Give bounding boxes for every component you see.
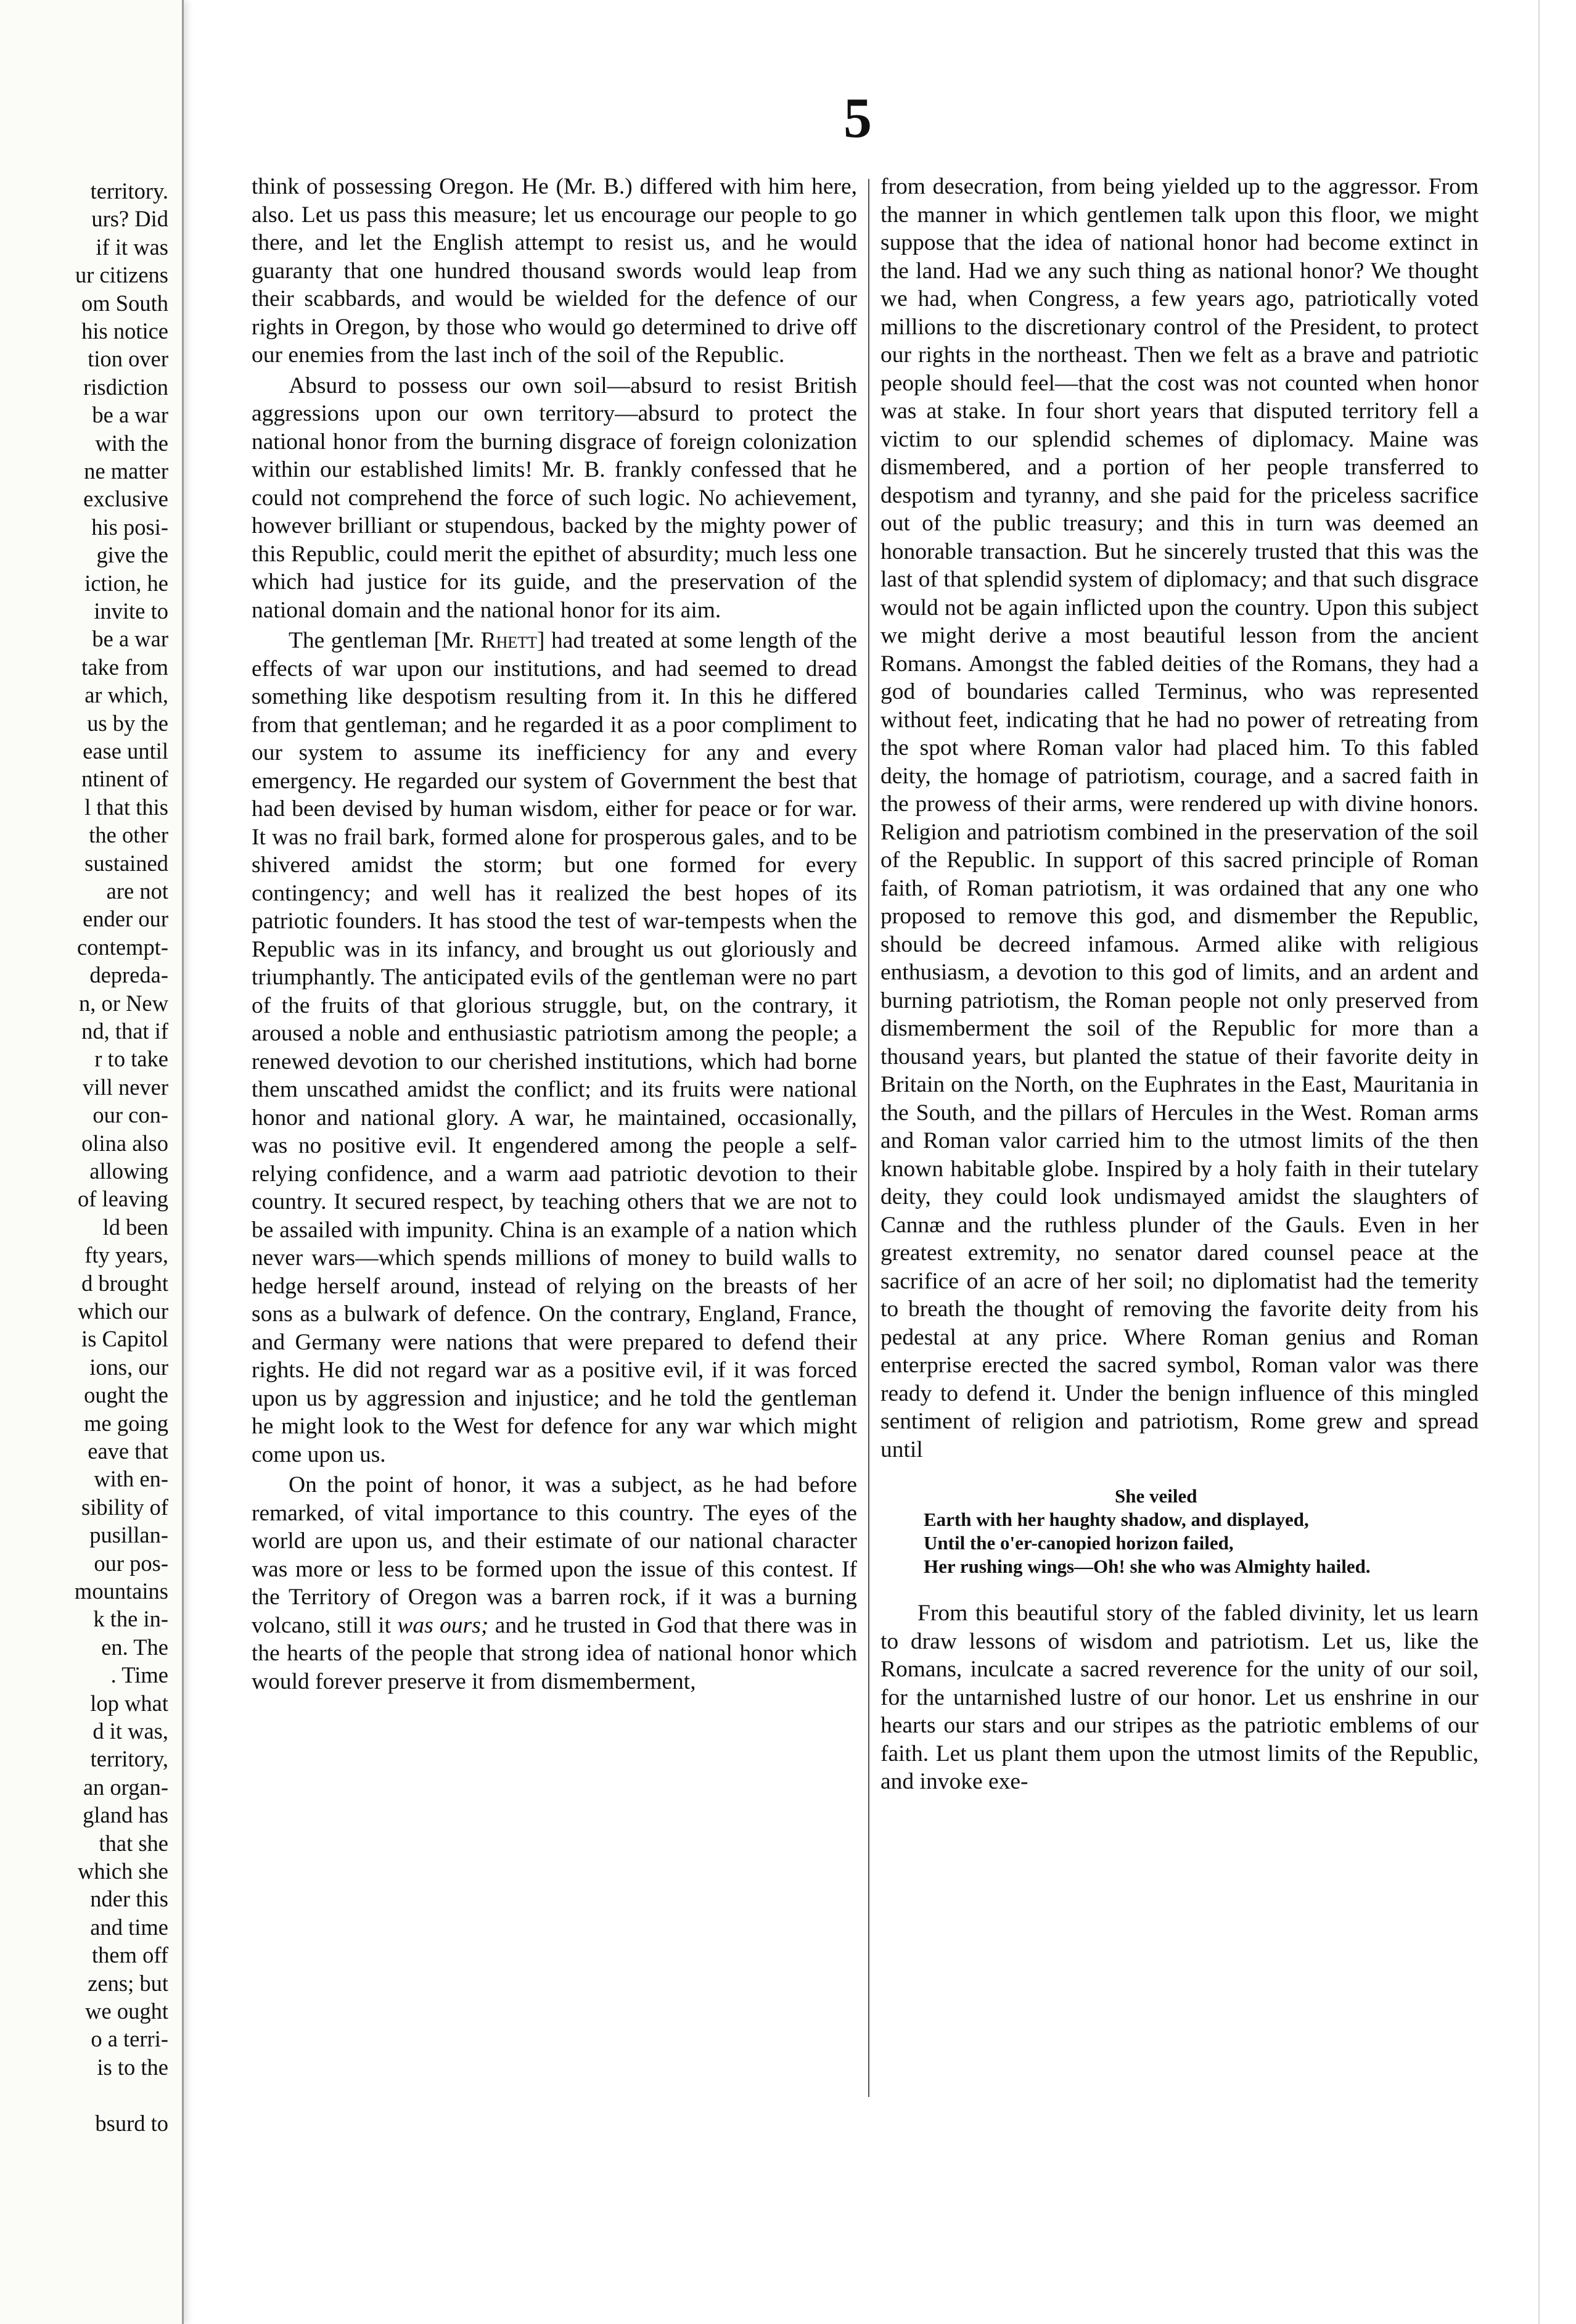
facing-page-line: we ought bbox=[85, 1998, 168, 2024]
facing-page-line: ender our bbox=[83, 906, 168, 932]
facing-page-line: lop what bbox=[90, 1690, 168, 1716]
verse-line: Until the o'er-canopied horizon failed, bbox=[924, 1532, 1234, 1554]
facing-page-line: ntinent of bbox=[81, 766, 168, 792]
text-column-right bbox=[880, 173, 1479, 1799]
facing-page-line: is Capitol bbox=[81, 1326, 168, 1352]
facing-page-line: l that this bbox=[84, 794, 168, 820]
facing-page-line: contempt- bbox=[77, 934, 168, 960]
facing-page-line: me going bbox=[84, 1410, 168, 1436]
facing-page-line: of leaving bbox=[78, 1186, 168, 1212]
facing-page-line: om South bbox=[81, 290, 168, 316]
facing-page-line: which she bbox=[78, 1858, 168, 1884]
facing-page-line: ld been bbox=[102, 1214, 168, 1240]
facing-page-line: the other bbox=[89, 822, 168, 848]
facing-page-line: eave that bbox=[88, 1438, 168, 1464]
page-right-margin bbox=[1538, 0, 1576, 2324]
facing-page-line: our pos- bbox=[94, 1550, 168, 1576]
facing-page-line: pusillan- bbox=[89, 1522, 168, 1548]
facing-page-line: ions, our bbox=[89, 1354, 168, 1380]
verse-quotation bbox=[880, 1485, 1479, 1578]
facing-page-line: with en- bbox=[94, 1466, 168, 1492]
page-number: 5 bbox=[843, 86, 872, 149]
facing-page-line: fty years, bbox=[84, 1242, 168, 1268]
paragraph: Absurd to possess our own soil—absurd to resist British aggressions upon our own territory—absurd to protect the national honor from the burning disgrace of foreign colonization within our established limits! Mr. B. frankly confessed that he could not comprehend the force of such logic. No achievement, however brilliant or stupendous, backed by the mighty power of this Republic, could merit the epithet of absurdity; much less one which had justice for its guide, and the preservation of the national domain and the national honor for its aim. bbox=[252, 373, 857, 623]
paragraph bbox=[252, 1471, 857, 1696]
facing-page-line: o a terri- bbox=[91, 2026, 168, 2052]
facing-page-line: our con- bbox=[92, 1102, 168, 1128]
facing-page-line: nd, that if bbox=[81, 1018, 168, 1044]
facing-page-line: them off bbox=[91, 1942, 168, 1968]
text-column-left bbox=[252, 173, 857, 1698]
facing-page-line: allowing bbox=[89, 1158, 168, 1184]
facing-page-line: depreda- bbox=[89, 962, 168, 988]
facing-page-line: be a war bbox=[92, 626, 168, 652]
facing-page-line: ar which, bbox=[84, 682, 168, 708]
facing-page-line: d brought bbox=[81, 1270, 168, 1296]
facing-page-line: give the bbox=[96, 542, 168, 568]
facing-page-line: be a war bbox=[92, 402, 168, 428]
column-divider bbox=[868, 179, 869, 2097]
facing-page-line: territory, bbox=[90, 1746, 168, 1772]
facing-page-line: r to take bbox=[94, 1046, 168, 1072]
verse-line: She veiled bbox=[1115, 1485, 1197, 1507]
facing-page-line: sustained bbox=[84, 850, 168, 876]
paragraph-text: On the point of honor, it was a subject, as he had before remarked, of vital importance to this country. The eyes of the world are upon us, and their estimate of our national character was more or less to be formed upon the issue of this contest. If the Territory of Oregon was a barren rock, if it was a burning volcano, still it bbox=[252, 1472, 857, 1638]
facing-page-line: olina also bbox=[81, 1130, 168, 1156]
facing-page-line: iction, he bbox=[84, 570, 168, 596]
facing-page-line: his notice bbox=[81, 318, 168, 344]
facing-page-line: vill never bbox=[83, 1074, 168, 1100]
paragraph bbox=[252, 627, 857, 1469]
facing-page-line: us by the bbox=[87, 710, 168, 736]
facing-page-line: en. The bbox=[101, 1634, 168, 1660]
facing-page-line: exclusive bbox=[83, 486, 168, 512]
facing-page-line: n, or New bbox=[79, 990, 168, 1016]
facing-page-line: gland has bbox=[83, 1802, 168, 1828]
facing-page-line: take from bbox=[81, 654, 168, 680]
verse-line: Earth with her haughty shadow, and displayed, bbox=[924, 1509, 1309, 1530]
facing-page-line: invite to bbox=[94, 598, 168, 624]
facing-page-line: sibility of bbox=[81, 1494, 168, 1520]
facing-page-line: which our bbox=[78, 1298, 168, 1324]
facing-page-line: ur citizens bbox=[75, 262, 168, 288]
facing-page-line: . Time bbox=[110, 1662, 168, 1688]
verse-line: Her rushing wings—Oh! she who was Almighty hailed. bbox=[924, 1556, 1371, 1577]
paragraph-text: ] had treated at some length of the effects of war upon our institutions, and had seemed to dread something like despotism resulting from it. In this he differed from that gentleman; and he regarded it as a poor compliment to our system to assume its inefficiency for any and every emergency. He regarded our system of Government the best that had been devised by human wisdom, either for peace or for war. It was no frail bark, formed alone for prosperous gales, and to be shivered amidst the storm; but one formed for every contingency; and well has it realized the best hopes of its patriotic founders. It has stood the test of war-tempests when the Republic was in its infancy, and brought us out gloriously and triumphantly. The anticipated evils of the gentleman were no part of the fruits of that glorious struggle, but, on the contrary, it aroused a noble and enthusiastic patriotism among the people; a renewed devotion to our cherished institutions, which had borne them unscathed amidst the conflict; and its fruits were national honor and national glory. A war, he maintained, occasionally, was no positive evil. It engendered among the people a self-relying confidence, and a warm aad patriotic devotion to their country. It secured respect, by teaching others that we are not to be assailed with impunity. China is an example of a nation which never wars—which spends millions of money to build walls to hedge herself around, instead of relying on the breasts of her sons as a bulwark of defence. On the contrary, England, France, and Germany were nations that were prepared to defend their rights. He did not regard war as a positive evil, if it was forced upon us by aggression and injustice; and he told the gentleman he might look to the West for defence for any war which might come upon us. bbox=[252, 628, 857, 1467]
facing-page-line: and time bbox=[90, 1914, 168, 1940]
facing-page-line: mountains bbox=[74, 1578, 168, 1604]
paragraph: from desecration, from being yielded up to the aggressor. From the manner in which gentlemen talk upon this floor, we might suppose that the idea of national honor had become extinct in the land. Had we any such thing as national honor? We thought we had, when Congress, a few years ago, patriotically voted millions to the discretionary control of the President, to protect our rights in the northeast. Then we felt as a brave and patriotic people should feel—that the cost was not counted when honor was at stake. In four short years that disputed territory fell a victim to our splendid schemes of diplomacy. Maine was dismembered, and a portion of her people transferred to despotism and tyranny, and she paid for the priceless sacrifice out of the public treasury; and this in turn was deemed an honorable transaction. But he sincerely trusted that this was the last of that splendid system of diplomacy; and that such disgrace would not be again inflicted upon the country. Upon this subject we might derive a most beautiful lesson from the ancient Romans. Amongst the fabled deities of the Romans, they had a god of boundaries called Terminus, who was represented without feet, indicating that he had no power of retreating from the spot where Roman valor had placed him. To this fabled deity, the homage of patriotism, courage, and a sacred faith in the prowess of their arms, were rendered up with divine honors. Religion and patriotism combined in the preservation of the soil of the Republic. In support of this sacred principle of Roman faith, of Roman patriotism, it was ordained that any one who proposed to remove this god, and dismember the Republic, should be decreed infamous. Armed alike with religious enthusiasm, a devotion to this god of limits, and an ardent and burning patriotism, the Roman people not only preserved from dismemberment the soil of the Republic for more than a thousand years, but planted the statue of their favorite deity in Britain on the North, on the Euphrates in the East, Mauritania in the South, and the pillars of Hercules in the West. Roman arms and Roman valor carried him to the utmost limits of the then known habitable globe. Inspired by a holy faith in their tutelary deity, they could look undismayed amidst the slaughters of Cannæ and the ruthless plunder of the Gauls. Even in her greatest extremity, no senator dared counsel peace at the sacrifice of an acre of her soil; no diplomatist had the temerity to breath the thought of removing the favorite deity from his pedestal at any price. Where Roman genius and Roman enterprise erected the sacred symbol, Roman valor was there ready to defend it. Under the benign influence of this mingled sentiment of religion and patriotism, Rome grew and spread until bbox=[880, 174, 1479, 1462]
facing-page-line: ease until bbox=[83, 738, 168, 764]
facing-page-line: urs? Did bbox=[91, 206, 168, 232]
facing-page-line: risdiction bbox=[83, 374, 168, 400]
facing-page-line: zens; but bbox=[88, 1970, 168, 1996]
facing-page-line: bsurd to bbox=[95, 2110, 168, 2136]
facing-page-line: ought the bbox=[84, 1382, 168, 1408]
paragraph: think of possessing Oregon. He (Mr. B.) differed with him here, also. Let us pass this measure; let us encourage our people to go there, and let the English attempt to resist us, and he would guaranty that one hundred thousand swords would leap from their scabbards, and would be wielded for the defence of our rights in Oregon, by those who would go determined to drive off our enemies from the last inch of the soil of the Republic. bbox=[252, 174, 857, 368]
facing-page-line: that she bbox=[99, 1830, 168, 1856]
facing-page-line: d it was, bbox=[92, 1718, 168, 1744]
facing-page-line: are not bbox=[106, 878, 168, 904]
facing-page-fragment bbox=[0, 0, 184, 2324]
facing-page-line: territory. bbox=[90, 178, 168, 204]
facing-page-line: ne matter bbox=[84, 458, 168, 484]
paragraph-text: and he trusted in God that there was in the hearts of the people that strong idea of national honor which would forever preserve it from dismemberment, bbox=[252, 1612, 857, 1694]
speaker-name: Rhett bbox=[480, 628, 537, 653]
facing-page-line: if it was bbox=[96, 234, 168, 260]
paragraph-text: The gentleman [Mr. bbox=[289, 628, 481, 653]
paragraph: From this beautiful story of the fabled divinity, let us learn to draw lessons of wisdom and patriotism. Let us, like the Romans, inculcate a sacred reverence for the unity of our soil, for the untarnished lustre of our honor. Let us enshrine in our hearts our stars and our stripes as the patriotic emblems of our faith. Let us plant them upon the utmost limits of the Republic, and invoke exe- bbox=[880, 1601, 1479, 1794]
facing-page-line: with the bbox=[95, 430, 168, 456]
facing-page-line: an organ- bbox=[83, 1774, 168, 1800]
facing-page-line: tion over bbox=[88, 346, 168, 372]
facing-page-line: his posi- bbox=[91, 514, 168, 540]
facing-page-line: nder this bbox=[90, 1886, 168, 1912]
facing-page-line: k the in- bbox=[93, 1606, 168, 1632]
emphasis-text: was ours; bbox=[397, 1612, 489, 1638]
facing-page-line: is to the bbox=[97, 2054, 168, 2080]
